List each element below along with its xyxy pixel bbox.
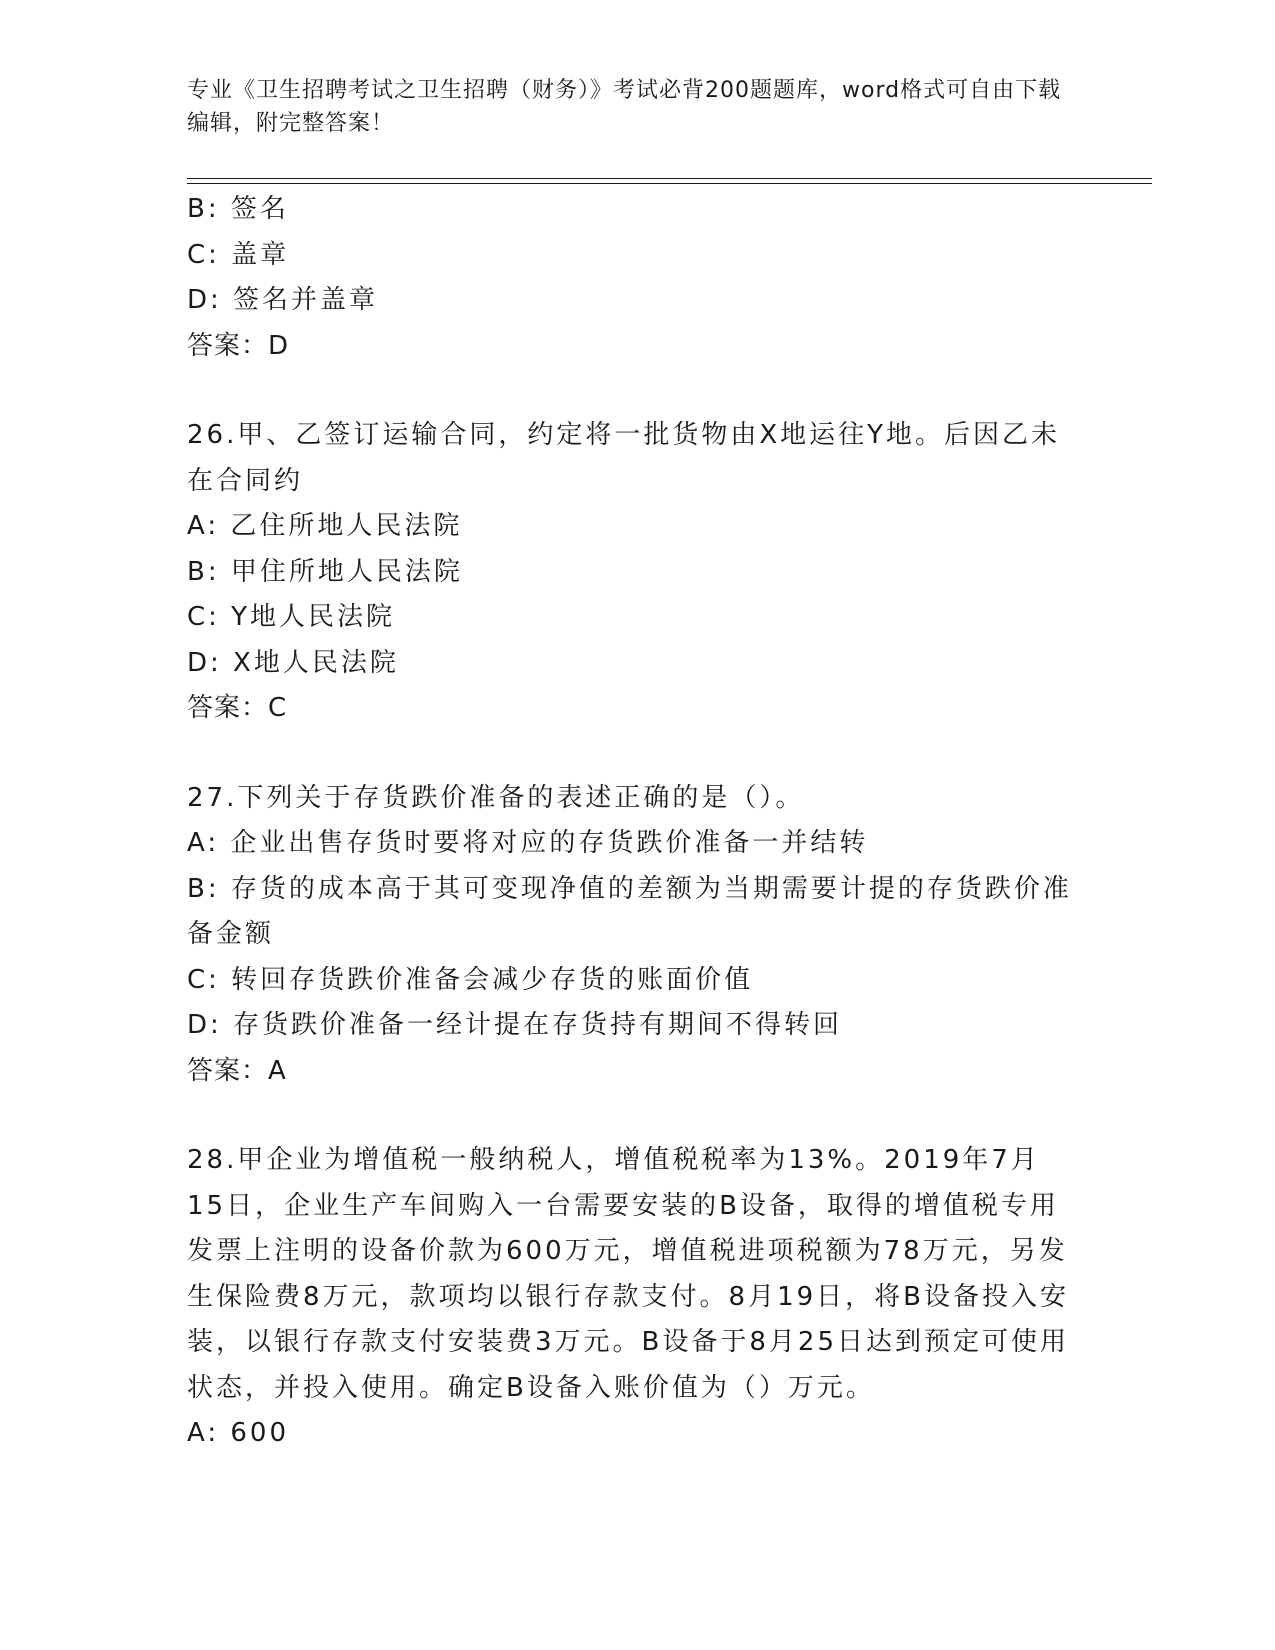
header-divider-top (187, 178, 1152, 179)
spacer (187, 369, 1077, 413)
question-26 (187, 413, 1077, 732)
option-c: C: 转回存货跌价准备会减少存货的账面价值 (187, 964, 754, 995)
question-stem: 27.下列关于存货跌价准备的表述正确的是（）。 (187, 782, 805, 813)
option-a: A: 600 (187, 1418, 289, 1448)
option-b: B: 签名 (187, 194, 289, 224)
spacer (187, 1094, 1077, 1138)
option-a: A: 乙住所地人民法院 (187, 511, 463, 541)
option-c: C: 盖章 (187, 239, 290, 270)
question-stem: 26.甲、乙签订运输合同，约定将一批货物由X地运往Y地。后因乙未在合同约 (187, 420, 1061, 496)
question-27 (187, 776, 1077, 1095)
header-divider-bottom (187, 183, 1152, 184)
option-b: B: 甲住所地人民法院 (187, 556, 463, 587)
question-stem: 28.甲企业为增值税一般纳税人，增值税税率为13%。2019年7月15日，企业生产车间购入一台需要安装的B设备，取得的增值税专用发票上注明的设备价款为600万元，增值税进项税额为78万元，另发生保险费8万元，款项均以银行存款支付。8月19日，将B设备投入安装，以银行存款支付安装费3万元。B设备于8月25日达到预定可使用状态，并投入使用。确定B设备入账价值为（）万元。 (187, 1145, 1070, 1403)
option-a: A: 企业出售存货时要将对应的存货跌价准备一并结转 (187, 828, 869, 858)
answer-line: 答案：A (187, 1055, 287, 1086)
question-25-tail (187, 187, 1077, 369)
answer-line: 答案：D (187, 330, 290, 361)
spacer (187, 732, 1077, 776)
option-d: D: 存货跌价准备一经计提在存货持有期间不得转回 (187, 1010, 843, 1040)
question-28 (187, 1138, 1077, 1457)
answer-line: 答案：C (187, 693, 288, 723)
question-list (187, 187, 1077, 1457)
option-b: B: 存货的成本高于其可变现净值的差额为当期需要计提的存货跌价准备金额 (187, 873, 1072, 949)
option-d: D: X地人民法院 (187, 647, 399, 678)
document-header: 专业《卫生招聘考试之卫生招聘（财务）》考试必背200题题库，word格式可自由下载编辑，附完整答案！ (187, 78, 1062, 136)
option-c: C: Y地人民法院 (187, 602, 396, 632)
option-d: D: 签名并盖章 (187, 285, 379, 315)
